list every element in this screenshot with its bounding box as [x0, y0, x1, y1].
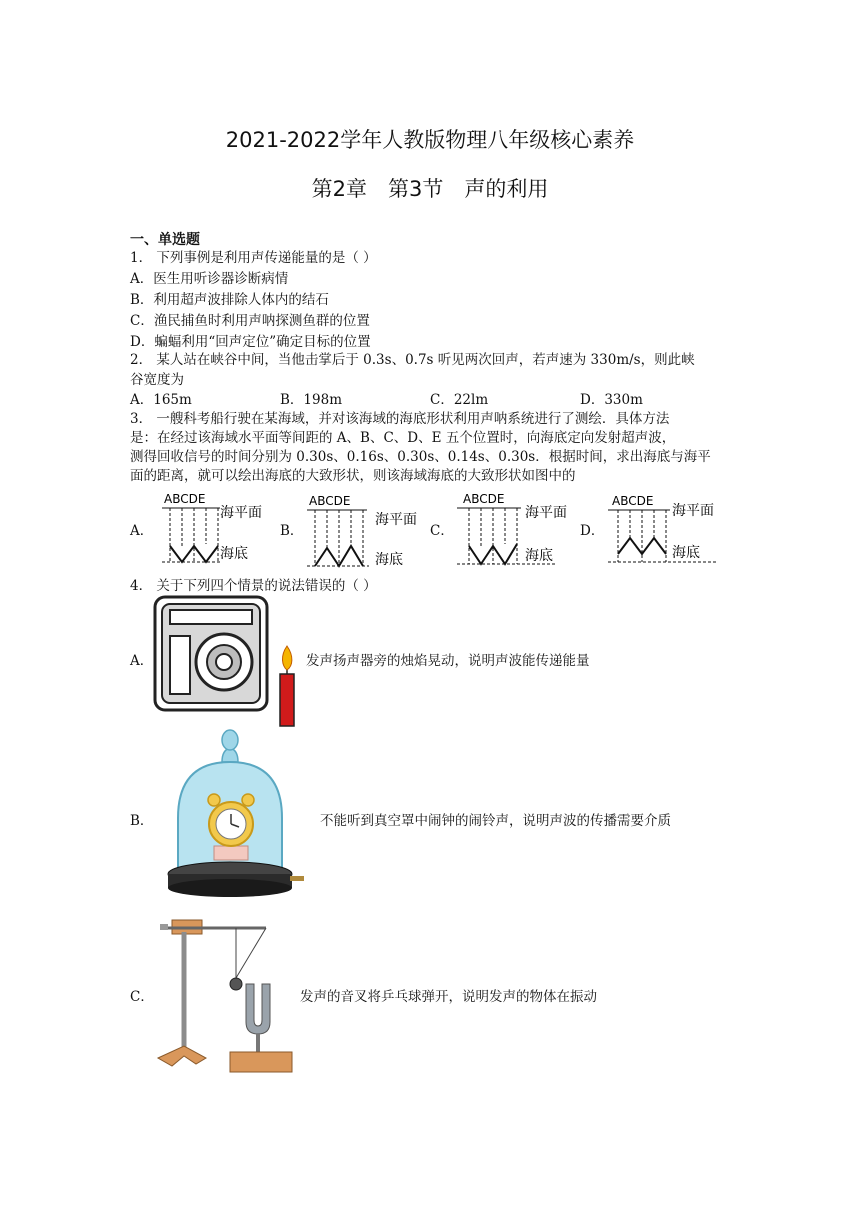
- vacuum-bell-jar-illustration: [164, 728, 314, 900]
- q3-line1: 3． 一艘科考船行驶在某海域，并对该海域的海底形状利用声呐系统进行了测绘．具体方法: [130, 411, 670, 427]
- sea-level-label: 海平面: [220, 505, 262, 521]
- q4-option-b-letter: B．: [130, 813, 154, 829]
- q3-line3: 测得回收信号的时间分别为 0.30s、0.16s、0.30s、0.14s、0.30s．根据时间，求出海底与海平: [130, 449, 711, 465]
- q4-option-c-text: 发声的音叉将乒乓球弹开，说明发声的物体在振动: [300, 989, 597, 1005]
- sea-floor-label: 海底: [525, 548, 553, 564]
- q1-option-a: A．医生用听诊器诊断病情: [130, 271, 289, 287]
- q2-option-a: A．165m: [130, 392, 192, 408]
- q4-option-a-letter: A．: [130, 653, 154, 669]
- q2-option-c: C．22lm: [430, 392, 489, 408]
- ping-pong-ball-icon: [230, 978, 242, 990]
- section-heading: 一、单选题: [130, 232, 200, 248]
- speaker-candle-illustration: [152, 594, 302, 730]
- q4-stem: 4． 关于下列四个情景的说法错误的（ ）: [130, 578, 377, 594]
- q4-option-c-letter: C．: [130, 989, 154, 1005]
- q2-stem-line1: 2． 某人站在峡谷中间，当他击掌后于 0.3s、0.7s 听见两次回声，若声速为 330m/s，则此峡: [130, 352, 695, 368]
- seabed-diagram-c: [455, 488, 580, 573]
- sea-floor-label: 海底: [220, 546, 248, 562]
- diagram-points-label: ABCDE: [309, 494, 351, 508]
- diagram-points-label: ABCDE: [164, 492, 206, 506]
- q3-option-b-letter: B．: [280, 523, 304, 539]
- sea-level-label: 海平面: [375, 512, 417, 528]
- sea-floor-label: 海底: [375, 552, 403, 568]
- q3-option-c-letter: C．: [430, 523, 454, 539]
- q2-option-b: B．198m: [280, 392, 342, 408]
- chapter-title: 第2章 第3节 声的利用: [311, 177, 549, 201]
- q1-option-b: B．利用超声波排除人体内的结石: [130, 292, 329, 308]
- seabed-diagram-b: [305, 490, 430, 575]
- q3-line2: 是：在经过该海域水平面等间距的 A、B、C、D、E 五个位置时，向海底定向发射超声波，: [130, 430, 676, 446]
- sea-level-label: 海平面: [672, 503, 714, 519]
- q4-option-a-text: 发声扬声器旁的烛焰晃动，说明声波能传递能量: [306, 653, 590, 669]
- q1-option-c: C．渔民捕鱼时利用声呐探测鱼群的位置: [130, 313, 370, 329]
- flame-icon: [282, 646, 291, 670]
- wooden-base-icon: [230, 1052, 292, 1072]
- tuning-fork-icon: [246, 984, 270, 1034]
- q3-option-d-letter: D．: [580, 523, 605, 539]
- q3-line4: 面的距离，就可以绘出海底的大致形状，则该海域海底的大致形状如图中的: [130, 468, 576, 484]
- document-title: 2021-2022学年人教版物理八年级核心素养: [225, 128, 635, 152]
- candle-icon: [280, 674, 294, 726]
- diagram-points-label: ABCDE: [612, 494, 654, 508]
- tuning-fork-illustration: [152, 912, 302, 1080]
- seabed-diagram-a: [160, 488, 280, 573]
- diagram-points-label: ABCDE: [463, 492, 505, 506]
- q2-stem-line2: 谷宽度为: [130, 372, 184, 388]
- q4-option-b-text: 不能听到真空罩中闹钟的闹铃声，说明声波的传播需要介质: [320, 813, 671, 829]
- q2-option-d: D．330m: [580, 392, 643, 408]
- seabed-diagram-d: [606, 488, 736, 573]
- q1-stem: 1． 下列事例是利用声传递能量的是（ ）: [130, 250, 377, 266]
- q1-option-d: D．蝙蝠利用“回声定位”确定目标的位置: [130, 334, 371, 350]
- sea-floor-label: 海底: [672, 545, 700, 561]
- q3-option-a-letter: A．: [130, 523, 154, 539]
- sea-level-label: 海平面: [525, 505, 567, 521]
